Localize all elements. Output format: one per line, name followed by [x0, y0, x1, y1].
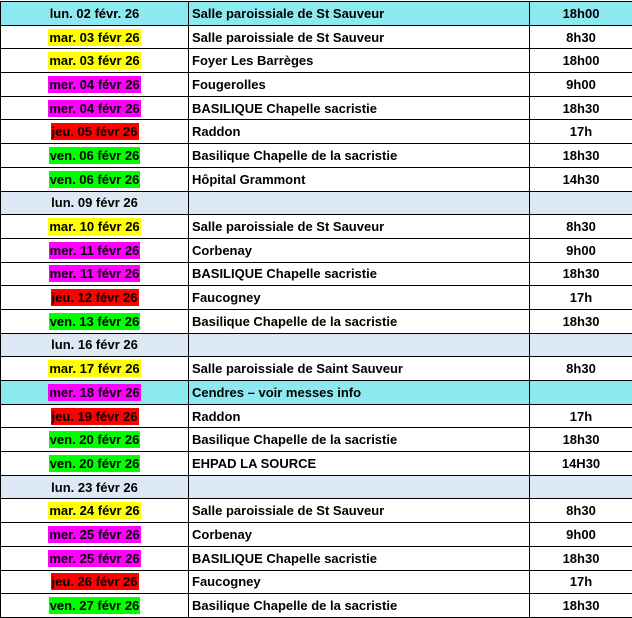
location-cell: EHPAD LA SOURCE	[189, 452, 530, 476]
date-label: mar. 24 févr 26	[48, 502, 140, 519]
date-label: jeu. 19 févr 26	[51, 408, 139, 425]
date-cell	[1, 191, 189, 215]
time-cell: 18h30	[530, 144, 632, 168]
table-row	[1, 49, 632, 73]
location-cell: BASILIQUE Chapelle sacristie	[189, 546, 530, 570]
date-label: ven. 20 févr 26	[49, 455, 141, 472]
table-row	[1, 594, 632, 618]
location-cell: BASILIQUE Chapelle sacristie	[189, 262, 530, 286]
time-cell: 8h30	[530, 499, 632, 523]
location-cell: Salle paroissiale de St Sauveur	[189, 2, 530, 26]
time-cell: 18h30	[530, 594, 632, 618]
location-cell: Raddon	[189, 404, 530, 428]
time-cell: 17h	[530, 570, 632, 594]
table-row	[1, 191, 632, 215]
date-cell	[1, 120, 189, 144]
location-cell	[189, 333, 530, 357]
date-cell	[1, 452, 189, 476]
date-cell	[1, 96, 189, 120]
date-label: mar. 10 févr 26	[48, 218, 140, 235]
location-cell: Basilique Chapelle de la sacristie	[189, 309, 530, 333]
table-row	[1, 333, 632, 357]
date-label: ven. 27 févr 26	[49, 597, 141, 614]
location-cell: Cendres – voir messes info	[189, 381, 530, 405]
date-cell	[1, 144, 189, 168]
date-cell	[1, 381, 189, 405]
date-cell	[1, 570, 189, 594]
location-cell: Salle paroissiale de St Sauveur	[189, 215, 530, 239]
date-label: ven. 06 févr 26	[49, 147, 141, 164]
table-row	[1, 404, 632, 428]
time-cell	[530, 191, 632, 215]
time-cell: 17h	[530, 286, 632, 310]
location-cell: BASILIQUE Chapelle sacristie	[189, 96, 530, 120]
location-cell: Basilique Chapelle de la sacristie	[189, 428, 530, 452]
date-cell	[1, 475, 189, 499]
date-label: lun. 23 févr 26	[50, 479, 139, 496]
table-row	[1, 499, 632, 523]
date-label: mer. 11 févr 26	[49, 242, 141, 259]
date-label: jeu. 05 févr 26	[51, 123, 139, 140]
table-row	[1, 120, 632, 144]
time-cell: 17h	[530, 120, 632, 144]
location-cell: Foyer Les Barrèges	[189, 49, 530, 73]
table-row	[1, 475, 632, 499]
table-row	[1, 144, 632, 168]
date-label: mer. 04 févr 26	[48, 76, 140, 93]
date-label: jeu. 26 févr 26	[51, 573, 139, 590]
location-cell: Faucogney	[189, 570, 530, 594]
table-row	[1, 215, 632, 239]
time-cell: 9h00	[530, 73, 632, 97]
date-label: mar. 03 févr 26	[48, 29, 140, 46]
time-cell	[530, 333, 632, 357]
time-cell: 9h00	[530, 523, 632, 547]
time-cell: 18h00	[530, 2, 632, 26]
date-label: ven. 20 févr 26	[49, 431, 141, 448]
time-cell: 9h00	[530, 238, 632, 262]
date-label: ven. 06 févr 26	[49, 171, 141, 188]
date-label: mer. 11 févr 26	[49, 265, 141, 282]
location-cell: Salle paroissiale de St Sauveur	[189, 499, 530, 523]
date-label: ven. 13 févr 26	[49, 313, 141, 330]
date-cell	[1, 523, 189, 547]
date-cell	[1, 167, 189, 191]
table-row	[1, 357, 632, 381]
location-cell: Raddon	[189, 120, 530, 144]
date-cell	[1, 2, 189, 26]
date-cell	[1, 357, 189, 381]
schedule-body	[1, 2, 632, 618]
date-cell	[1, 428, 189, 452]
date-cell	[1, 286, 189, 310]
time-cell: 8h30	[530, 357, 632, 381]
date-label: mer. 25 févr 26	[48, 550, 140, 567]
location-cell: Corbenay	[189, 523, 530, 547]
date-cell	[1, 499, 189, 523]
time-cell: 18h30	[530, 96, 632, 120]
date-cell	[1, 404, 189, 428]
time-cell: 8h30	[530, 25, 632, 49]
date-label: mer. 04 févr 26	[48, 100, 140, 117]
date-cell	[1, 25, 189, 49]
table-row	[1, 428, 632, 452]
date-label: lun. 02 févr. 26	[49, 5, 141, 22]
table-row	[1, 452, 632, 476]
time-cell: 18h30	[530, 262, 632, 286]
table-row	[1, 286, 632, 310]
location-cell: Corbenay	[189, 238, 530, 262]
table-row	[1, 262, 632, 286]
date-cell	[1, 49, 189, 73]
date-label: mer. 18 févr 26	[48, 384, 140, 401]
location-cell	[189, 475, 530, 499]
time-cell: 18h30	[530, 428, 632, 452]
date-cell	[1, 238, 189, 262]
mass-schedule-table	[0, 1, 632, 618]
date-label: mar. 03 févr 26	[48, 52, 140, 69]
time-cell: 8h30	[530, 215, 632, 239]
time-cell: 14H30	[530, 452, 632, 476]
location-cell: Fougerolles	[189, 73, 530, 97]
date-label: lun. 16 févr 26	[50, 336, 139, 353]
date-cell	[1, 262, 189, 286]
location-cell: Salle paroissiale de Saint Sauveur	[189, 357, 530, 381]
date-label: jeu. 12 févr 26	[51, 289, 139, 306]
table-row	[1, 2, 632, 26]
location-cell: Hôpital Grammont	[189, 167, 530, 191]
date-cell	[1, 215, 189, 239]
date-cell	[1, 594, 189, 618]
table-row	[1, 96, 632, 120]
location-cell: Basilique Chapelle de la sacristie	[189, 144, 530, 168]
time-cell: 14h30	[530, 167, 632, 191]
date-cell	[1, 546, 189, 570]
date-label: mer. 25 févr 26	[48, 526, 140, 543]
table-row	[1, 167, 632, 191]
location-cell: Faucogney	[189, 286, 530, 310]
location-cell: Basilique Chapelle de la sacristie	[189, 594, 530, 618]
time-cell: 18h30	[530, 546, 632, 570]
table-row	[1, 238, 632, 262]
table-row	[1, 73, 632, 97]
table-row	[1, 381, 632, 405]
time-cell	[530, 381, 632, 405]
date-cell	[1, 73, 189, 97]
time-cell	[530, 475, 632, 499]
date-cell	[1, 333, 189, 357]
date-label: mar. 17 févr 26	[48, 360, 140, 377]
time-cell: 18h30	[530, 309, 632, 333]
table-row	[1, 570, 632, 594]
table-row	[1, 25, 632, 49]
location-cell: Salle paroissiale de St Sauveur	[189, 25, 530, 49]
table-row	[1, 523, 632, 547]
table-row	[1, 309, 632, 333]
time-cell: 17h	[530, 404, 632, 428]
location-cell	[189, 191, 530, 215]
date-label: lun. 09 févr 26	[50, 194, 139, 211]
date-cell	[1, 309, 189, 333]
table-row	[1, 546, 632, 570]
time-cell: 18h00	[530, 49, 632, 73]
